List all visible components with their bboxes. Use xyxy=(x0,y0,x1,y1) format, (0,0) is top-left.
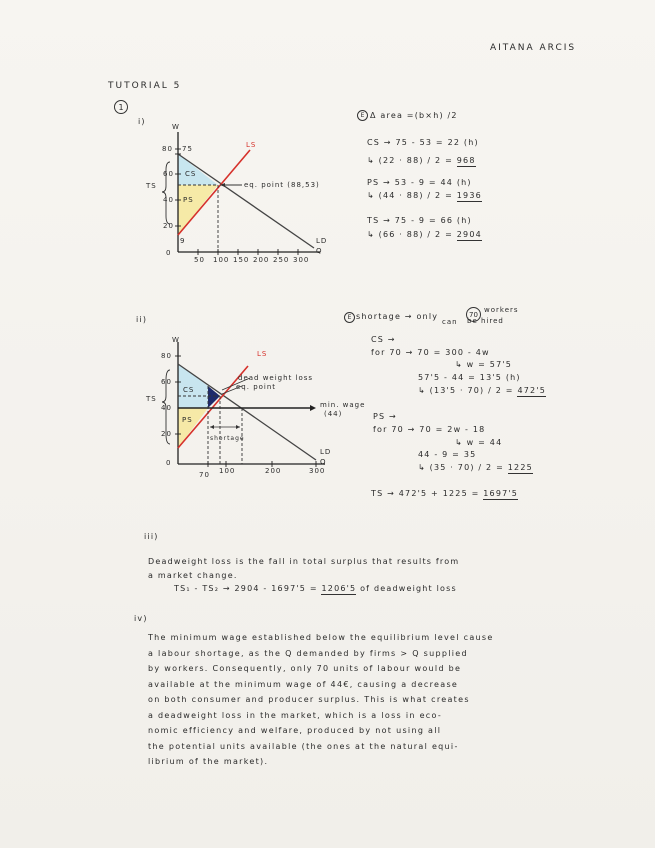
q-axis-label: Q xyxy=(316,247,323,255)
cs-line3-ii: 57'5 - 44 = 13'5 (h) xyxy=(418,373,521,382)
author-name: AITANA ARCIS xyxy=(490,43,577,53)
part-iii-label: iii) xyxy=(144,532,159,541)
ts-calc-line2: ↳ (66 · 88) / 2 = 2904 xyxy=(367,230,482,239)
y-tick: 60 xyxy=(163,170,174,178)
cs-line2-ii: ↳ w = 57'5 xyxy=(455,360,513,369)
part-iv-label: iv) xyxy=(134,614,148,623)
note-hired: be hired xyxy=(467,317,504,325)
y-tick: 0 xyxy=(166,249,172,257)
x-tick: 50 xyxy=(194,256,205,264)
question-number: 1 xyxy=(114,100,128,114)
paragraph-line: a deadweight loss in the market, which is a loss in eco- xyxy=(148,710,443,720)
ld-label-ii: LD xyxy=(320,448,332,456)
q-axis-label-ii: Q xyxy=(320,458,327,466)
part-iii-line1: Deadweight loss is the fall in total surplus that results from xyxy=(148,557,460,566)
x-tick-ii: 100 xyxy=(219,467,236,475)
ps-calc-line2: ↳ (44 · 88) / 2 = 1936 xyxy=(367,191,482,200)
area-formula: Δ area =(b×h) /2 xyxy=(370,111,458,120)
shortage-note: shortage → only xyxy=(356,312,439,321)
page-title: TUTORIAL 5 xyxy=(108,81,182,91)
ts-result: 2904 xyxy=(456,230,482,239)
ts-result-ii: 1697'5 xyxy=(483,489,519,498)
paragraph-line: The minimum wage established below the equilibrium level cause xyxy=(148,633,494,642)
x-tick: 300 xyxy=(293,256,310,264)
x-tick: 250 xyxy=(273,256,290,264)
ps-head-ii: PS → xyxy=(373,412,397,421)
note-number: 70 xyxy=(466,307,481,322)
cs-calc-line2: ↳ (22 · 88) / 2 = 968 xyxy=(367,156,476,165)
ls-label: LS xyxy=(246,141,257,149)
paragraph-line: the potential units available (the ones at the natural equi- xyxy=(148,741,459,751)
y-tick-ii: 0 xyxy=(166,459,172,467)
cs-line1-ii: for 70 → 70 = 300 - 4w xyxy=(371,348,490,357)
y-tick: 80 xyxy=(162,145,173,153)
ts-line-ii: TS → 472'5 + 1225 = 1697'5 xyxy=(371,489,519,498)
shortage-label: shortage xyxy=(210,435,245,442)
ps-label: PS xyxy=(183,196,194,204)
cs-result: 968 xyxy=(456,156,476,165)
cs-head-ii: CS → xyxy=(371,335,396,344)
note-workers: workers xyxy=(484,306,519,314)
ps-label-ii: PS xyxy=(182,416,193,424)
w-axis-label: W xyxy=(172,123,180,131)
part-iv-paragraph xyxy=(148,630,494,770)
dwl-label: dead weight loss xyxy=(238,374,314,382)
paragraph-line: librium of the market). xyxy=(148,757,269,766)
part-i-label: i) xyxy=(138,117,146,126)
y-tick-ii: 80 xyxy=(161,352,172,360)
ps-line4-ii: ↳ (35 · 70) / 2 = 1225 xyxy=(418,463,533,472)
part-iii-line2: a market change. xyxy=(148,571,238,580)
ps-result-ii: 1225 xyxy=(507,463,533,472)
x-tick: 200 xyxy=(253,256,270,264)
x-tick: 100 xyxy=(213,256,230,264)
cs-label-ii: CS xyxy=(183,386,195,394)
y-tick: 75 xyxy=(182,145,193,153)
paragraph-line: available at the minimum wage of 44€, causing a decrease xyxy=(148,679,459,689)
paragraph-line: nomic efficiency and welfare, produced by not using all xyxy=(148,726,442,735)
paragraph-line: a labour shortage, as the Q demanded by firms > Q supplied xyxy=(148,648,468,658)
cs-calc-line1: CS → 75 - 53 = 22 (h) xyxy=(367,138,479,147)
cs-result-ii: 472'5 xyxy=(517,386,546,395)
ld-label: LD xyxy=(316,237,328,245)
ts-label: TS xyxy=(146,182,157,190)
formula-marker: E xyxy=(357,110,368,121)
y-tick-ii: 60 xyxy=(161,378,172,386)
y-tick-ii: 20 xyxy=(161,430,172,438)
x-tick-ii: 300 xyxy=(309,467,326,475)
min-wage-label: min. wage xyxy=(320,401,366,409)
x-tick-ii: 70 xyxy=(199,471,210,479)
ts-calc-line1: TS → 75 - 9 = 66 (h) xyxy=(367,216,472,225)
eq-point-label-ii: eq. point xyxy=(236,383,277,391)
ps-calc-line1: PS → 53 - 9 = 44 (h) xyxy=(367,178,472,187)
min-wage-value: (44) xyxy=(324,410,343,418)
y-tick: 40 xyxy=(163,196,174,204)
note-marker: E xyxy=(344,312,355,323)
ps-line2-ii: ↳ w = 44 xyxy=(455,438,503,447)
x-tick: 150 xyxy=(233,256,250,264)
part-iii-line3: TS₁ - TS₂ → 2904 - 1697'5 = 1206'5 of deadweight loss xyxy=(174,584,457,593)
w-axis-label-ii: W xyxy=(172,336,180,344)
lower-intercept-label: 9 xyxy=(180,237,186,245)
paragraph-line: on both consumer and producer surplus. This is what creates xyxy=(148,695,470,704)
y-tick: 20 xyxy=(163,222,174,230)
ps-line3-ii: 44 - 9 = 35 xyxy=(418,450,477,459)
note-can: can xyxy=(442,318,458,326)
cs-line4-ii: ↳ (13'5 · 70) / 2 = 472'5 xyxy=(418,386,546,395)
dwl-result: 1206'5 xyxy=(321,584,357,593)
ps-line1-ii: for 70 → 70 = 2w - 18 xyxy=(373,425,486,434)
eq-point-label: eq. point (88,53) xyxy=(244,181,320,189)
ls-label-ii: LS xyxy=(257,350,268,358)
ts-label-ii: TS xyxy=(146,395,157,403)
y-tick-ii: 40 xyxy=(161,404,172,412)
paragraph-line: by workers. Consequently, only 70 units of labour would be xyxy=(148,664,462,673)
ps-result: 1936 xyxy=(456,191,482,200)
part-ii-label: ii) xyxy=(136,315,148,324)
x-tick-ii: 200 xyxy=(265,467,282,475)
cs-label: CS xyxy=(185,170,197,178)
